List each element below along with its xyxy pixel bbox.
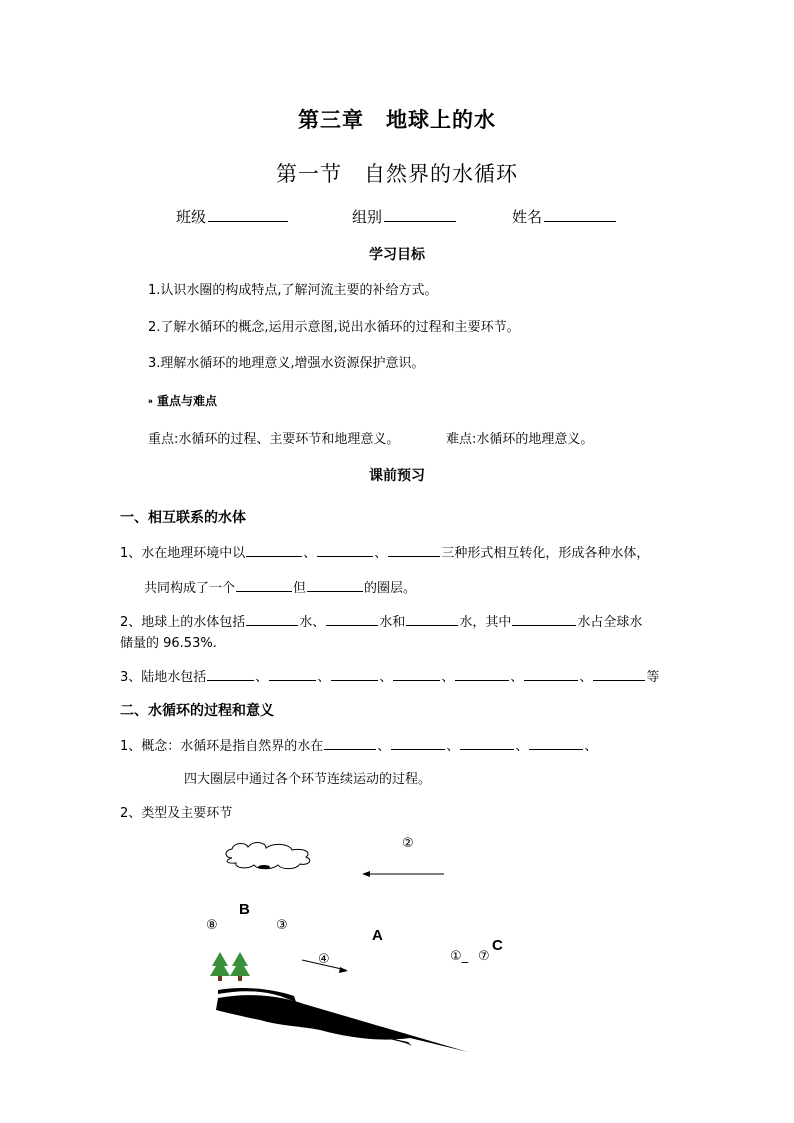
p2-q1-sep: 、 — [377, 739, 391, 754]
q3-blank-1[interactable] — [207, 668, 254, 681]
chapter-title: 第三章 地球上的水 — [298, 108, 496, 132]
part2-q2: 2、类型及主要环节 — [120, 806, 233, 821]
q3-text-end: 等 — [646, 670, 660, 685]
q1-text-c: 共同构成了一个 — [144, 581, 236, 596]
q3-blank-5[interactable] — [455, 668, 509, 681]
label-7: ⑦ — [478, 949, 490, 964]
p2-q1-blank-4[interactable] — [529, 737, 583, 750]
p2-q1-sep: 、 — [584, 739, 598, 754]
name-blank[interactable] — [544, 206, 616, 222]
label-B: B — [239, 901, 250, 918]
p2-q1-blank-2[interactable] — [391, 737, 445, 750]
part1-q2-line2: 储量的 96.53%. — [120, 636, 217, 651]
key-points-heading-row — [148, 392, 217, 409]
trees-icon — [210, 952, 250, 981]
label-4: ④ — [318, 952, 330, 967]
q2-text-d: 水，其中 — [459, 615, 512, 630]
q3-blank-2[interactable] — [269, 668, 316, 681]
cloud-icon — [226, 843, 310, 869]
q1-sep-1: 、 — [303, 546, 317, 561]
class-label: 班级 — [176, 208, 207, 226]
difficulty-text: 难点:水循环的地理意义。 — [446, 432, 594, 447]
q1-blank-1[interactable] — [246, 544, 302, 557]
part1-q1-line1 — [120, 542, 649, 561]
part2-heading: 二、水循环的过程和意义 — [120, 703, 274, 719]
part1-heading: 一、相互联系的水体 — [120, 510, 246, 526]
q3-text-a: 3、陆地水包括 — [120, 670, 207, 685]
q2-blank-2[interactable] — [326, 613, 378, 626]
q2-text-b: 水、 — [299, 615, 326, 630]
q1-blank-4[interactable] — [236, 579, 292, 592]
section-title: 第一节 自然界的水循环 — [276, 162, 518, 186]
arrow-left-icon — [362, 871, 444, 877]
name-field — [512, 206, 616, 227]
water-cycle-diagram — [200, 830, 520, 1060]
preview-heading: 课前预习 — [369, 468, 425, 484]
focus-text: 重点:水循环的过程、主要环节和地理意义。 — [148, 432, 400, 447]
part1-q2-line1 — [120, 611, 642, 630]
q2-text-a: 2、地球上的水体包括 — [120, 615, 246, 630]
group-label: 组别 — [352, 208, 383, 226]
p2-q1-sep: 、 — [446, 739, 460, 754]
q3-sep: 、 — [510, 670, 524, 685]
objectives-heading: 学习目标 — [369, 247, 425, 263]
part2-q1-line2: 四大圈层中通过各个环节连续运动的过程。 — [184, 772, 432, 787]
part2-q1-line1 — [120, 735, 597, 754]
land-shape — [216, 988, 468, 1052]
q1-text-a: 1、水在地理环境中以 — [120, 546, 246, 561]
q3-blank-7[interactable] — [593, 668, 645, 681]
q2-blank-1[interactable] — [246, 613, 298, 626]
q1-blank-3[interactable] — [388, 544, 440, 557]
q1-text-e: 的圈层。 — [364, 581, 417, 596]
q1-sep-2: 、 — [374, 546, 388, 561]
q1-text-d: 但 — [293, 581, 307, 596]
label-A: A — [372, 927, 383, 944]
class-field — [176, 206, 288, 227]
label-1: ①_ — [450, 949, 469, 964]
p2-q1-blank-3[interactable] — [460, 737, 514, 750]
p2-q1-blank-1[interactable] — [324, 737, 376, 750]
q1-blank-2[interactable] — [317, 544, 373, 557]
q3-sep: 、 — [317, 670, 331, 685]
q1-text-b: 三种形式相互转化，形成各种水体， — [441, 546, 650, 561]
label-2: ② — [402, 836, 414, 851]
q2-blank-4[interactable] — [512, 613, 576, 626]
name-label: 姓名 — [512, 208, 543, 226]
p2-q1-text-a: 1、概念：水循环是指自然界的水在 — [120, 739, 324, 754]
label-8: ⑧ — [206, 918, 218, 933]
q3-blank-3[interactable] — [331, 668, 378, 681]
q3-blank-4[interactable] — [393, 668, 440, 681]
objective-2: 2.了解水循环的概念,运用示意图,说出水循环的过程和主要环节。 — [148, 320, 520, 335]
q3-sep: 、 — [579, 670, 593, 685]
part1-q1-line2 — [144, 577, 416, 596]
group-blank[interactable] — [384, 206, 456, 222]
part1-q3 — [120, 666, 659, 685]
group-field — [352, 206, 456, 227]
q1-blank-5[interactable] — [307, 579, 363, 592]
class-blank[interactable] — [208, 206, 288, 222]
label-3: ③ — [276, 918, 288, 933]
q2-text-e: 水占全球水 — [577, 615, 643, 630]
label-C: C — [492, 937, 503, 954]
objective-3: 3.理解水循环的地理意义,增强水资源保护意识。 — [148, 356, 425, 371]
q3-sep: 、 — [441, 670, 455, 685]
q2-text-c: 水和 — [379, 615, 406, 630]
q3-sep: 、 — [379, 670, 393, 685]
key-points-heading: 重点与难点 — [157, 394, 218, 408]
q3-sep: 、 — [255, 670, 269, 685]
objective-1: 1.认识水圈的构成特点,了解河流主要的补给方式。 — [148, 283, 438, 298]
q2-blank-3[interactable] — [406, 613, 458, 626]
p2-q1-sep: 、 — [515, 739, 529, 754]
bullet-icon: ⁍ — [148, 397, 153, 408]
q3-blank-6[interactable] — [524, 668, 578, 681]
